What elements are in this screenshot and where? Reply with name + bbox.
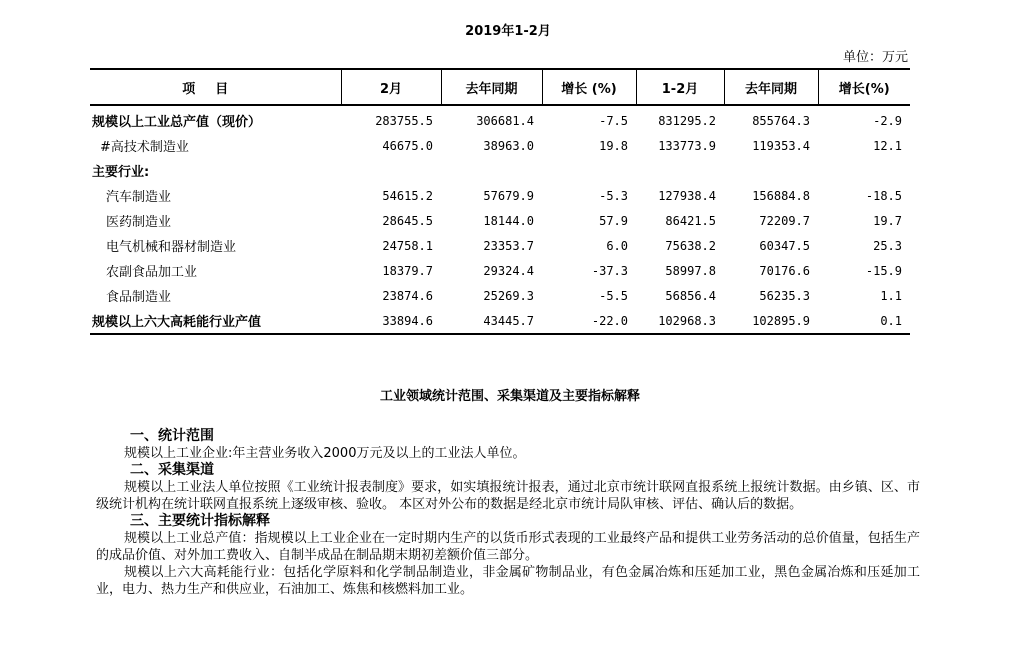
table-cell: -37.3 — [591, 263, 628, 278]
report-period: 2019年1-2月 — [465, 24, 551, 39]
table-row — [90, 133, 910, 158]
table-cell: -5.5 — [599, 288, 628, 303]
table-cell: -7.5 — [599, 113, 628, 128]
table-cell: 23874.6 — [382, 288, 433, 303]
notes-section — [96, 388, 920, 598]
table-cell: 43445.7 — [441, 308, 542, 334]
table-cell: 19.7 — [873, 213, 902, 228]
section-heading-channel: 二、采集渠道 — [130, 462, 214, 478]
table-row — [90, 158, 910, 183]
table-row — [90, 233, 910, 258]
table-header-row — [90, 69, 910, 105]
col-header-jan-feb-growth: 增长(%) — [818, 69, 910, 105]
table-cell: 70176.6 — [759, 263, 810, 278]
table-cell: 18144.0 — [483, 213, 534, 228]
table-cell: 19.8 — [599, 138, 628, 153]
table-cell: 306681.4 — [476, 113, 534, 128]
table-row — [90, 105, 910, 133]
unit-label: 单位：万元 — [842, 50, 908, 65]
section-heading-indicators: 三、主要统计指标解释 — [130, 513, 270, 529]
table-cell — [818, 158, 910, 183]
table-cell: 102968.3 — [636, 308, 724, 334]
table-cell: -15.9 — [865, 263, 902, 278]
table-cell: 57679.9 — [483, 188, 534, 203]
table-cell: 156884.8 — [752, 188, 810, 203]
row-label: 食品制造业 — [106, 290, 172, 305]
table-row — [90, 208, 910, 233]
row-label: 医药制造业 — [106, 215, 172, 230]
table-cell: 283755.5 — [375, 113, 433, 128]
row-label: #高技术制造业 — [100, 140, 189, 155]
table-cell — [636, 158, 724, 183]
table-cell — [542, 158, 636, 183]
table-cell: 46675.0 — [382, 138, 433, 153]
row-label: 电气机械和器材制造业 — [106, 240, 237, 255]
table-cell: 12.1 — [873, 138, 902, 153]
table-row — [90, 283, 910, 308]
notes-title: 工业领域统计范围、采集渠道及主要指标解释 — [379, 389, 640, 404]
row-label: 规模以上六大高耗能行业产值 — [90, 308, 341, 334]
table-cell: 133773.9 — [658, 138, 716, 153]
table-row — [90, 258, 910, 283]
table-cell — [441, 158, 542, 183]
table-cell: 24758.1 — [382, 238, 433, 253]
col-header-jan-feb: 1-2月 — [636, 69, 724, 105]
col-header-item: 项目 — [90, 69, 341, 105]
paragraph-channel: 规模以上工业法人单位按照《工业统计报表制度》要求，如实填报统计报表，通过北京市统计联网直报系统上报统计数据。由乡镇、区、市级统计机构在统计联网直报系统上逐级审核、验收。 本区对外公布的数据是经北京市统计局队审核、评估、确认后的数据。 — [96, 480, 920, 512]
table-row — [90, 308, 910, 334]
table-cell: 56856.4 — [665, 288, 716, 303]
table-cell: -2.9 — [873, 113, 902, 128]
table-cell: -18.5 — [865, 188, 902, 203]
paragraph-high-energy: 规模以上六大高耗能行业：包括化学原料和化学制品制造业，非金属矿物制品业，有色金属冶炼和压延加工业，黑色金属冶炼和压延加工业，电力、热力生产和供应业，石油加工、炼焦和核燃料加工业。 — [96, 565, 920, 597]
paragraph-total-output: 规模以上工业总产值：指规模以上工业企业在一定时期内生产的以货币形式表现的工业最终产品和提供工业劳务活动的总价值量，包括生产的成品价值、对外加工费收入、自制半成品在制品期末期初差额价值三部分。 — [96, 531, 920, 563]
table-cell: 75638.2 — [665, 238, 716, 253]
row-label: 规模以上工业总产值（现价） — [92, 115, 262, 130]
table-cell: 57.9 — [599, 213, 628, 228]
section-heading-scope: 一、统计范围 — [130, 428, 214, 444]
table-cell: 6.0 — [606, 238, 628, 253]
table-cell — [341, 158, 441, 183]
table-cell: 119353.4 — [752, 138, 810, 153]
col-header-feb-growth: 增长 (%) — [542, 69, 636, 105]
paragraph-scope: 规模以上工业企业:年主营业务收入2000万元及以上的工业法人单位。 — [124, 446, 526, 461]
table-cell: 60347.5 — [759, 238, 810, 253]
col-header-feb: 2月 — [341, 69, 441, 105]
row-label: 汽车制造业 — [106, 190, 172, 205]
table-cell: 54615.2 — [382, 188, 433, 203]
col-header-feb-last-year: 去年同期 — [441, 69, 542, 105]
table-cell: 102895.9 — [724, 308, 818, 334]
table-cell — [724, 158, 818, 183]
table-cell: 855764.3 — [752, 113, 810, 128]
table-cell: 72209.7 — [759, 213, 810, 228]
col-header-jan-feb-last-year: 去年同期 — [724, 69, 818, 105]
table-cell: 1.1 — [880, 288, 902, 303]
row-label: 主要行业: — [92, 165, 150, 180]
table-cell: 29324.4 — [483, 263, 534, 278]
row-label: 农副食品加工业 — [106, 265, 198, 280]
table-cell: 23353.7 — [483, 238, 534, 253]
table-cell: 0.1 — [818, 308, 910, 334]
table-cell: 86421.5 — [665, 213, 716, 228]
table-cell: 18379.7 — [382, 263, 433, 278]
table-cell: -5.3 — [599, 188, 628, 203]
table-cell: 127938.4 — [658, 188, 716, 203]
table-cell: 38963.0 — [483, 138, 534, 153]
table-cell: 56235.3 — [759, 288, 810, 303]
table-cell: 25.3 — [873, 238, 902, 253]
table-cell: 33894.6 — [341, 308, 441, 334]
statistics-table — [90, 68, 910, 335]
table-cell: 25269.3 — [483, 288, 534, 303]
table-row — [90, 183, 910, 208]
table-cell: 28645.5 — [382, 213, 433, 228]
table-cell: -22.0 — [542, 308, 636, 334]
table-cell: 831295.2 — [658, 113, 716, 128]
table-cell: 58997.8 — [665, 263, 716, 278]
